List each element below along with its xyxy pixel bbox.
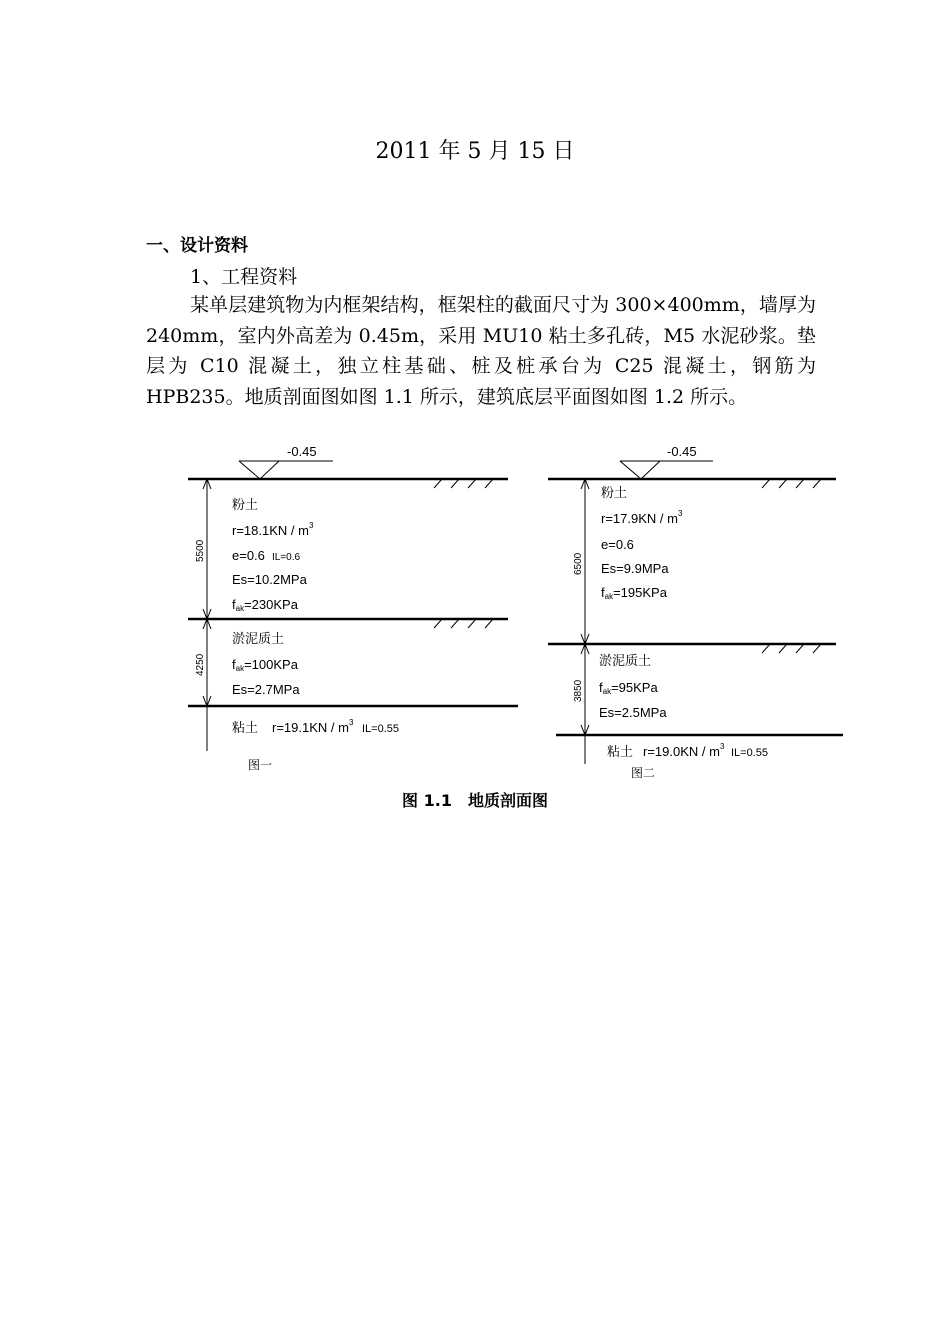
profile-1-layer3-liquidity-index: IL=0.55 bbox=[362, 723, 400, 735]
profile-1-layer2-bearing: fak=100KPa bbox=[232, 657, 298, 673]
profile-2-layer2-modulus: Es=2.5MPa bbox=[599, 705, 667, 720]
profile-2-layer1-unit-weight: $r=17.9KN / m^3$ bbox=[601, 509, 683, 526]
document-date: 2011 年 5 月 15 日 bbox=[375, 139, 575, 164]
profile-1-label: 图一 bbox=[248, 758, 273, 772]
profile-2-layer1-name: 粉土 bbox=[601, 485, 628, 500]
profile-2-layer2-name: 淤泥质土 bbox=[599, 653, 652, 668]
sub-heading: 1、工程资料 bbox=[190, 266, 298, 288]
profile-2-elevation: -0.45 bbox=[667, 444, 697, 459]
profile-1-layer1-void-ratio: e=0.6 bbox=[232, 548, 265, 563]
figure-caption: 图 1.1 地质剖面图 bbox=[402, 791, 548, 810]
geological-profile-figure bbox=[0, 438, 950, 783]
profile-1-layer3-name: 粘土 bbox=[232, 720, 259, 735]
profile-2-layer2-thickness: 3850 bbox=[573, 679, 584, 702]
profile-1-layer2-name: 淤泥质土 bbox=[232, 631, 285, 646]
profile-1-layer3-unit-weight: $r=19.1KN / m^3$ bbox=[272, 718, 354, 735]
geological-profile-drawing bbox=[0, 438, 950, 783]
profile-1-layer1-modulus: Es=10.2MPa bbox=[232, 572, 307, 587]
profile-2-layer1-modulus: Es=9.9MPa bbox=[601, 561, 669, 576]
profile-2-layer1-thickness: 6500 bbox=[573, 552, 584, 575]
profile-1-layer1-bearing: fak=230KPa bbox=[232, 597, 298, 613]
profile-1-layer1-liquidity-index: IL=0.6 bbox=[272, 552, 301, 563]
profile-2-layer1-void-ratio: e=0.6 bbox=[601, 537, 634, 552]
design-data-paragraph: 某单层建筑物为内框架结构，框架柱的截面尺寸为 300×400mm，墙厚为 240mm，室内外高差为 0.45m，采用 MU10 粘土多孔砖，M5 水泥砂浆。垫层为 C10 混凝土，独立柱基础、桩及桩承台为 C25 混凝土，钢筋为 HPB235。地质剖面图如图 1.1 所示，建筑底层平面图如图 1.2 所示。 bbox=[146, 294, 816, 408]
profile-2-layer3-liquidity-index: IL=0.55 bbox=[731, 747, 769, 759]
profile-2-layer3-unit-weight: $r=19.0KN / m^3$ bbox=[643, 742, 725, 759]
section-heading: 一、设计资料 bbox=[146, 236, 248, 256]
profile-2-layer1-bearing: fak=195KPa bbox=[601, 585, 667, 601]
profile-1-layer1-thickness: 5500 bbox=[195, 539, 206, 562]
profile-2-lines bbox=[548, 461, 843, 764]
profile-1-layer2-modulus: Es=2.7MPa bbox=[232, 682, 300, 697]
profile-1-layer1-name: 粉土 bbox=[232, 497, 259, 512]
profile-1-layer2-thickness: 4250 bbox=[195, 653, 206, 676]
profile-1-layer1-unit-weight: $r=18.1KN / m^3$ bbox=[232, 521, 314, 538]
profile-2-layer3-name: 粘土 bbox=[607, 744, 634, 759]
profile-1-elevation: -0.45 bbox=[287, 444, 317, 459]
profile-2-layer2-bearing: fak=95KPa bbox=[599, 680, 658, 696]
profile-2-label: 图二 bbox=[631, 766, 656, 780]
